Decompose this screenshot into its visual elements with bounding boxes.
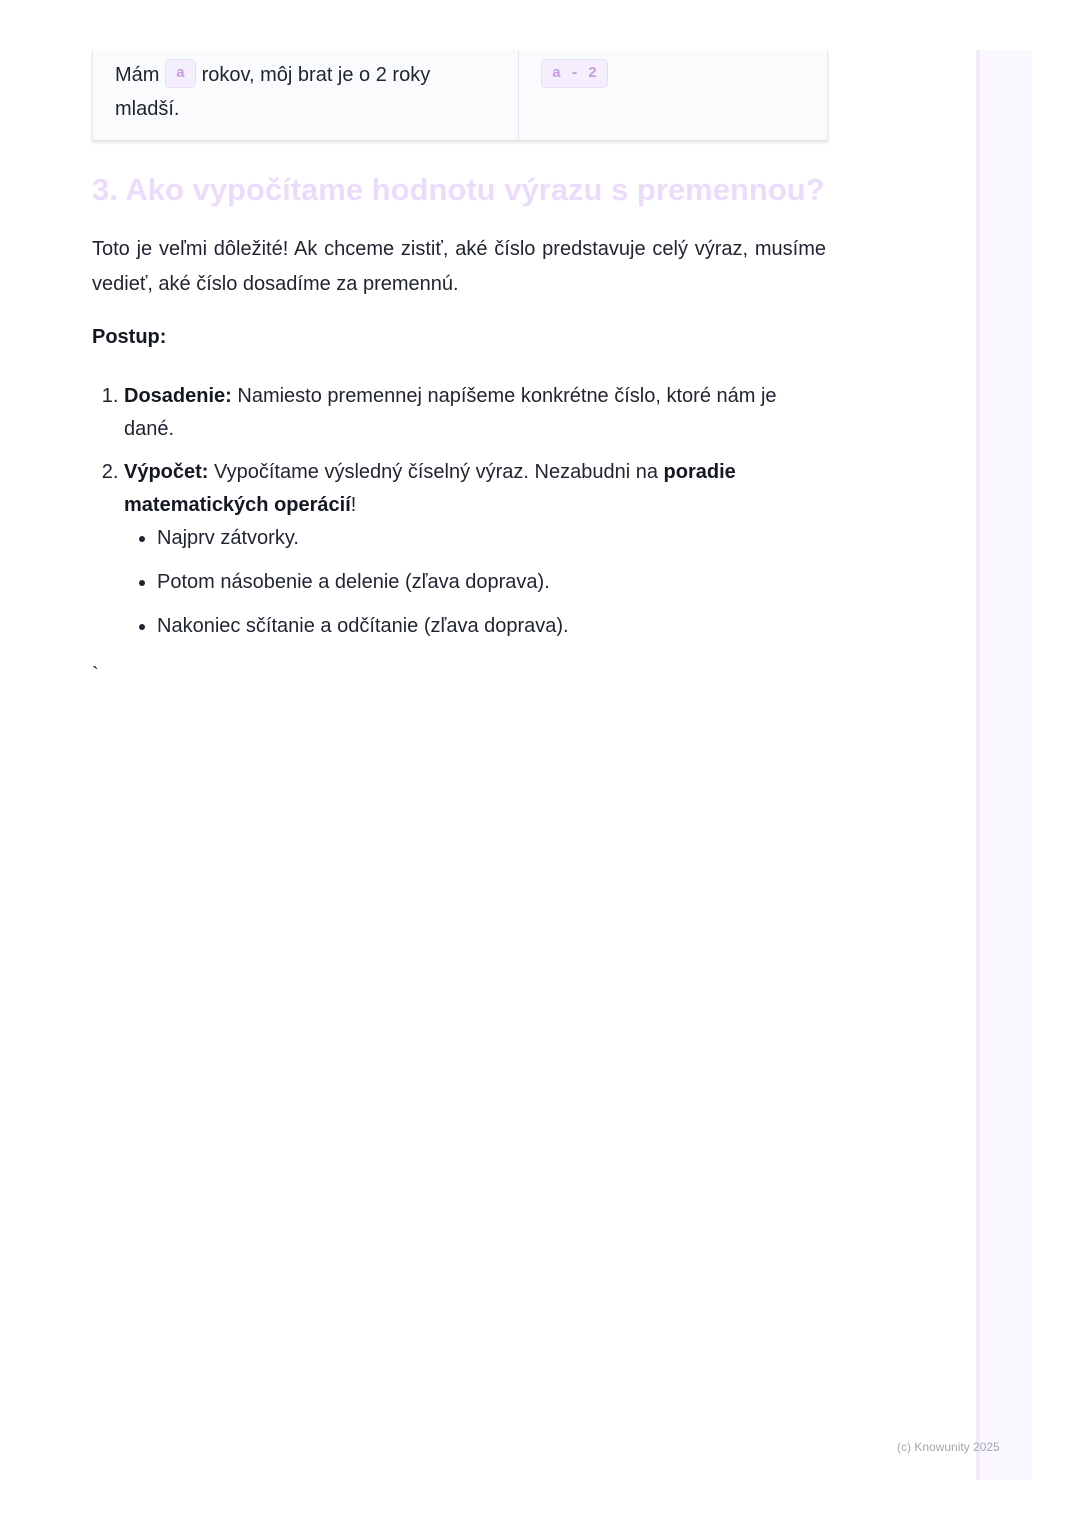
section-heading: 3. Ako vypočítame hodnotu výrazu s premennou? <box>92 172 825 207</box>
step-item <box>124 456 826 643</box>
section-paragraph: Toto je veľmi dôležité! Ak chceme zistiť, aké číslo predstavuje celý výraz, musíme vedieť, aké číslo dosadíme za premennú. <box>92 238 826 295</box>
copyright-footer: (c) Knowunity 2025 <box>897 1440 1000 1454</box>
step-label: Výpočet: <box>124 461 209 483</box>
example-table-row <box>92 50 828 141</box>
bullet-item: • Nakoniec sčítanie a odčítanie (zľava doprava). <box>157 610 826 643</box>
step-item <box>124 380 826 446</box>
step-text: Vypočítame výsledný číselný výraz. Nezabudni na <box>214 461 658 483</box>
table-cell-description <box>93 50 519 140</box>
table-cell-expression <box>519 50 827 140</box>
expression-code-chip: a - 2 <box>541 59 608 88</box>
step-label: Dosadenie: <box>124 385 232 407</box>
operation-order-list <box>124 522 826 643</box>
step-emphasis: poradie matematických operácií <box>124 461 736 516</box>
procedure-label: Postup: <box>92 326 167 348</box>
cell-text-before: Mám <box>115 64 160 86</box>
bullet-item: • Najprv zátvorky. <box>157 522 826 555</box>
step-text-after: ! <box>350 494 357 516</box>
variable-code-chip: a <box>165 59 196 88</box>
stray-backtick-mark: ` <box>92 664 99 686</box>
cell-text-after: rokov, môj brat je o 2 roky mladší. <box>115 64 431 120</box>
procedure-steps-list <box>92 380 826 654</box>
bullet-item: • Potom násobenie a delenie (zľava doprava). <box>157 566 826 599</box>
page-side-margin-strip <box>976 50 1032 1480</box>
step-text: Namiesto premennej napíšeme konkrétne číslo, ktoré nám je dané. <box>124 385 777 440</box>
